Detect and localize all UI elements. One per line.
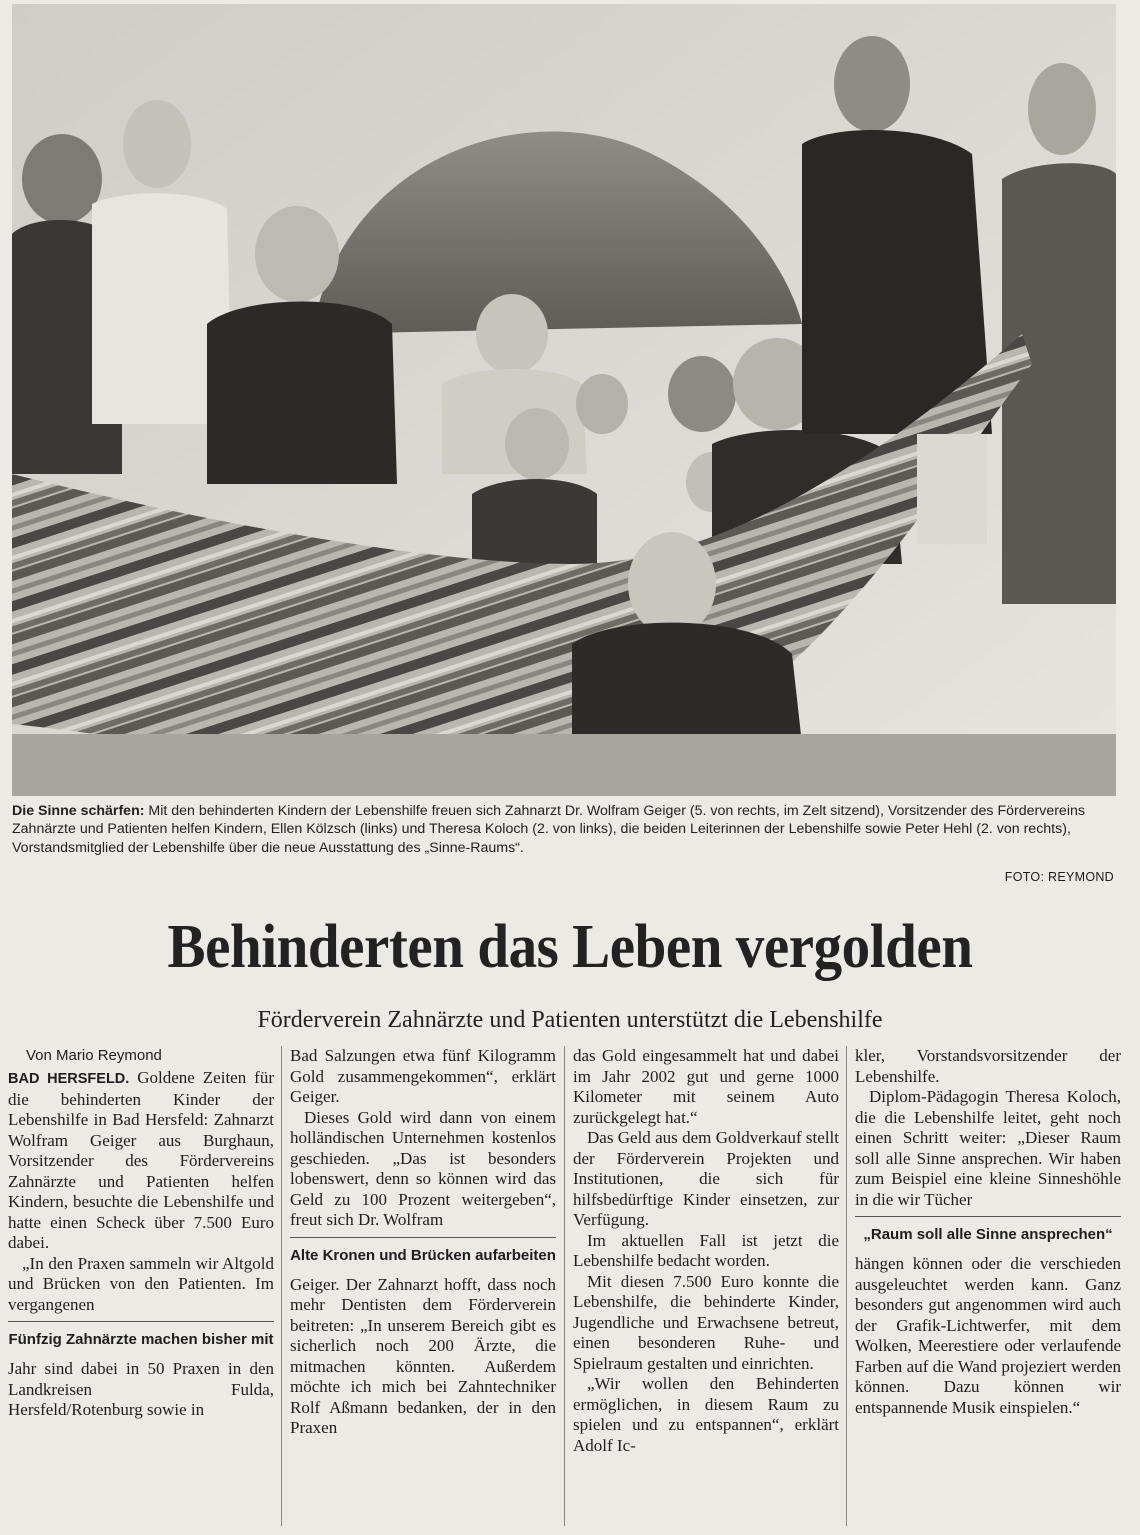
- caption-lead: Die Sinne schärfen:: [12, 803, 145, 819]
- paragraph: Das Geld aus dem Goldverkauf stellt der Förderverein Projekten und Institutionen, die sich für hilfsbedürftige Kinder einsetzen, zur Verfügung.: [573, 1128, 839, 1229]
- byline: Von Mario Reymond: [26, 1047, 162, 1064]
- paragraph: „Wir wollen den Behinderten ermöglichen, in diesem Raum zu spielen und zu entspannen“, erklärt Adolf Ic-: [573, 1374, 839, 1455]
- column-divider: [564, 1046, 565, 1526]
- article-column-3: [573, 1046, 839, 1456]
- paragraph: „In den Praxen sammeln wir Altgold und Brücken von den Patienten. Im vergangenen: [8, 1253, 274, 1314]
- headline: Behinderten das Leben vergolden: [167, 913, 973, 981]
- article-column-4: [855, 1046, 1121, 1418]
- photo-credit: FOTO: REYMOND: [1004, 870, 1114, 884]
- paragraph: Mit diesen 7.500 Euro konnte die Lebenshilfe, die behinderte Kinder, Jugendliche und Erwachsene betreut, einen besonderen Ruhe- und Spielraum gestalten und einrichten.: [573, 1271, 839, 1373]
- subheadline: Förderverein Zahnärzte und Patienten unterstützt die Lebenshilfe: [257, 1007, 883, 1033]
- caption-text: Mit den behinderten Kindern der Lebenshilfe freuen sich Zahnarzt Dr. Wolfram Geiger (5. von rechts, im Zelt sitzend), Vorsitzender des Fördervereins Zahnärzte und Patienten helfen Kindern, Ellen Kölzsch (links) und Theresa Koloch (2. von links), die beiden Leiterinnen der Lebenshilfe sowie Peter Hehl (2. von rechts), Vorstandsmitglied der Lebenshilfe über die neue Ausstattung des „Sinne-Raums“.: [12, 803, 1085, 856]
- paragraph: Diplom-Pädagogin Theresa Koloch, die die Lebenshilfe leitet, geht noch einen Schritt weiter: „Dieser Raum soll alle Sinne ansprechen. Wir haben zum Beispiel eine kleine Sinneshöhle in die wir Tücher: [855, 1087, 1121, 1209]
- paragraph: Bad Salzungen etwa fünf Kilogramm Gold zusammengekommen“, erklärt Geiger.: [290, 1046, 556, 1106]
- column-divider: [846, 1046, 847, 1526]
- paragraph: Goldene Zeiten für die behinderten Kinder der Lebenshilfe in Bad Hersfeld: Zahnarzt Wolfram Geiger aus Burghaun, Vorsitzender des Fördervereins Zahnärzte und Patienten helfen Kindern, besuchte die Lebenshilfe und hatte einen Scheck über 7.500 Euro dabei.: [8, 1068, 274, 1252]
- article-column-1: [8, 1046, 274, 1421]
- dateline: BAD HERSFELD.: [8, 1071, 130, 1087]
- photo-caption: [12, 802, 1116, 857]
- subhead: Fünfzig Zahnärzte machen bisher mit: [8, 1321, 274, 1349]
- column-divider: [281, 1046, 282, 1526]
- paragraph: Im aktuellen Fall ist jetzt die Lebenshilfe bedacht worden.: [573, 1230, 839, 1270]
- subhead: „Raum soll alle Sinne ansprechen“: [855, 1216, 1121, 1244]
- subhead: Alte Kronen und Brücken aufarbeiten: [290, 1237, 556, 1265]
- paragraph: hängen können oder die verschieden ausgeleuchtet werden kann. Ganz besonders gut angenommen wird auch der Grafik-Lichtwerfer, mit dem Wolken, Meerestiere oder verlaufende Farben auf die Wand projeziert werden können. Dazu können wir entspannende Musik einspielen.“: [855, 1254, 1121, 1417]
- paragraph: Dieses Gold wird dann von einem holländischen Unternehmen kostenlos geschieden. „Das ist besonders lobenswert, denn so können wird das Geld zu 100 Prozent weitergeben“, freut sich Dr. Wolfram: [290, 1107, 556, 1229]
- paragraph: Jahr sind dabei in 50 Praxen in den Landkreisen Fulda, Hersfeld/Rotenburg sowie in: [8, 1359, 274, 1419]
- paragraph: das Gold eingesammelt hat und dabei im Jahr 2002 gut und gerne 1000 Kilometer mit seinem Auto zurückgelegt hat.“: [573, 1046, 839, 1127]
- article-column-2: [290, 1046, 556, 1439]
- paragraph: kler, Vorstandsvorsitzender der Lebenshilfe.: [855, 1046, 1121, 1086]
- paragraph: Geiger. Der Zahnarzt hofft, dass noch mehr Dentisten dem Förderverein beitreten: „In unserem Bereich gibt es sicherlich noch 200 Ärzte, die mitmachen könnten. Außerdem möchte ich mich bei Zahntechniker Rolf Aßmann bedanken, der in den Praxen: [290, 1274, 556, 1437]
- news-photo: [12, 4, 1116, 796]
